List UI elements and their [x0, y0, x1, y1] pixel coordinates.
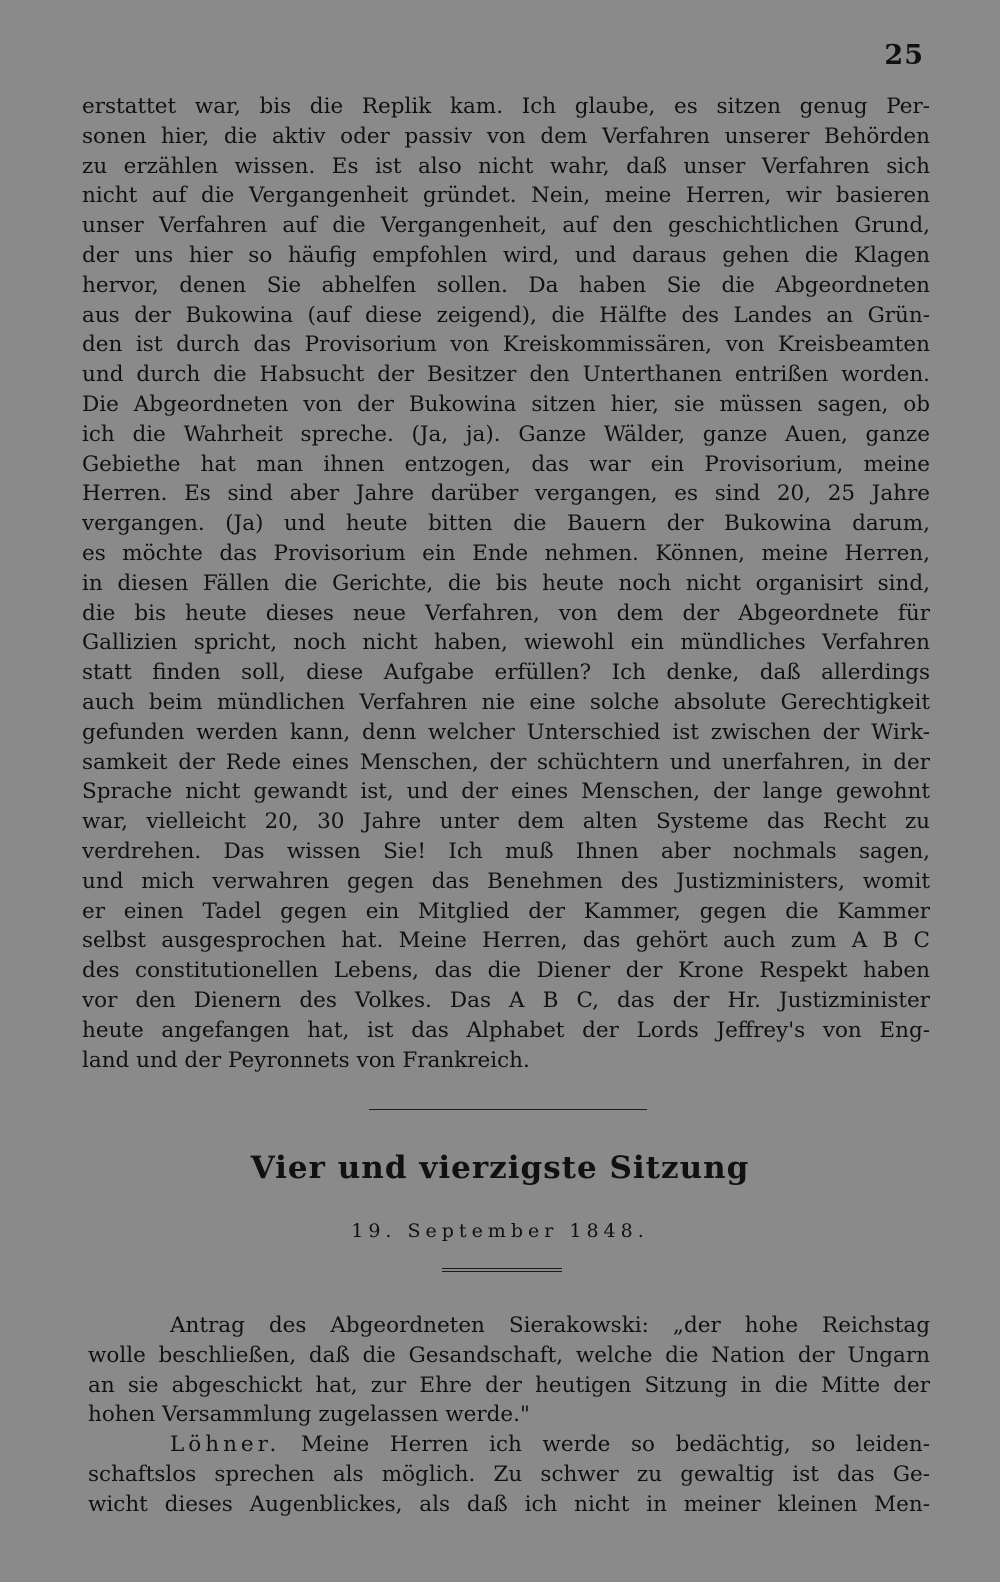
text-line: gefunden werden kann, denn welcher Unterschied ist zwischen der Wirk-: [82, 719, 930, 745]
text-line: erstattet war, bis die Replik kam. Ich glaube, es sitzen genug Per-: [82, 94, 930, 119]
text-line: und mich verwahren gegen das Benehmen des Justizministers, womit: [82, 868, 930, 894]
double-divider: [442, 1268, 562, 1272]
text-line: an sie abgeschickt hat, zur Ehre der heutigen Sitzung in die Mitte der: [88, 1372, 930, 1398]
text-line: nicht auf die Vergangenheit gründet. Nein, meine Herren, wir basieren: [82, 183, 930, 209]
text-line: Gebiethe hat man ihnen entzogen, das war ein Provisorium, meine: [82, 451, 930, 477]
speech-opening-line: [88, 1430, 930, 1460]
text-line: hervor, denen Sie abhelfen sollen. Da haben Sie die Abgeordneten: [82, 272, 930, 298]
paragraph-continued-speech: [82, 92, 930, 1075]
text-line: war, vielleicht 20, 30 Jahre unter dem alten Systeme das Recht zu: [82, 809, 930, 835]
text-line: es möchte das Provisorium ein Ende nehmen. Können, meine Herren,: [82, 540, 930, 566]
text-line: des constitutionellen Lebens, das die Diener der Krone Respekt haben: [82, 958, 930, 984]
text-line: samkeit der Rede eines Menschen, der schüchtern und unerfahren, in der: [82, 749, 930, 775]
text-line: der uns hier so häufig empfohlen wird, und daraus gehen die Klagen: [82, 242, 930, 268]
text-line: Gallizien spricht, noch nicht haben, wiewohl ein mündliches Verfahren: [82, 630, 930, 656]
session-text: [88, 1311, 930, 1520]
text-line: Herren. Es sind aber Jahre darüber vergangen, es sind 20, 25 Jahre: [82, 481, 930, 507]
text-line: hohen Versammlung zugelassen werde.": [88, 1402, 530, 1428]
text-line: in diesen Fällen die Gerichte, die bis heute noch nicht organisirt sind,: [82, 570, 930, 596]
section-divider: [369, 1109, 647, 1110]
text-line: Die Abgeordneten von der Bukowina sitzen hier, sie müssen sagen, ob: [82, 391, 930, 417]
text-line: den ist durch das Provisorium von Kreiskommissären, von Kreisbeamten: [82, 332, 930, 358]
text-line: heute angefangen hat, ist das Alphabet der Lords Jeffrey's von Eng-: [82, 1017, 930, 1043]
page-number: 25: [884, 40, 924, 71]
text-line: vergangen. (Ja) und heute bitten die Bauern der Bukowina darum,: [82, 511, 930, 537]
text-line: aus der Bukowina (auf diese zeigend), die Hälfte des Landes an Grün-: [82, 302, 930, 328]
text-line: sonen hier, die aktiv oder passiv von dem Verfahren unserer Behörden: [82, 123, 930, 149]
text-line: die bis heute dieses neue Verfahren, von dem der Abgeordnete für: [82, 600, 930, 626]
text-line: wolle beschließen, daß die Gesandschaft, welche die Nation der Ungarn: [88, 1342, 930, 1368]
text-line: verdrehen. Das wissen Sie! Ich muß Ihnen aber nochmals sagen,: [82, 838, 930, 864]
speech-first-line: Meine Herren ich werde so bedächtig, so leiden-: [301, 1432, 930, 1458]
section-title: Vier und vierzigste Sitzung: [250, 1150, 750, 1186]
text-line: wicht dieses Augenblickes, als daß ich nicht in meiner kleinen Men-: [88, 1491, 930, 1517]
text-line: unser Verfahren auf die Vergangenheit, auf den geschichtlichen Grund,: [82, 213, 930, 239]
text-line: und durch die Habsucht der Besitzer den Unterthanen entrißen worden.: [82, 362, 930, 388]
text-line: land und der Peyronnets von Frankreich.: [82, 1047, 530, 1073]
text-line: Antrag des Abgeordneten Sierakowski: „der hohe Reichstag: [170, 1313, 930, 1338]
text-line: statt finden soll, diese Aufgabe erfüllen? Ich denke, daß allerdings: [82, 660, 930, 686]
text-line: auch beim mündlichen Verfahren nie eine solche absolute Gerechtigkeit: [82, 689, 930, 715]
text-line: ich die Wahrheit spreche. (Ja, ja). Ganze Wälder, ganze Auen, ganze: [82, 421, 930, 447]
text-line: zu erzählen wissen. Es ist also nicht wahr, daß unser Verfahren sich: [82, 153, 930, 179]
text-line: schaftslos sprechen als möglich. Zu schwer zu gewaltig ist das Ge-: [88, 1461, 930, 1487]
section-date: 19. September 1848.: [351, 1220, 649, 1242]
speaker-name: Löhner.: [170, 1432, 281, 1458]
text-line: Sprache nicht gewandt ist, und der eines Menschen, der lange gewohnt: [82, 779, 930, 805]
text-line: vor den Dienern des Volkes. Das A B C, das der Hr. Justizminister: [82, 987, 930, 1013]
text-line: selbst ausgesprochen hat. Meine Herren, das gehört auch zum A B C: [82, 928, 930, 954]
text-line: er einen Tadel gegen ein Mitglied der Kammer, gegen die Kammer: [82, 898, 930, 924]
